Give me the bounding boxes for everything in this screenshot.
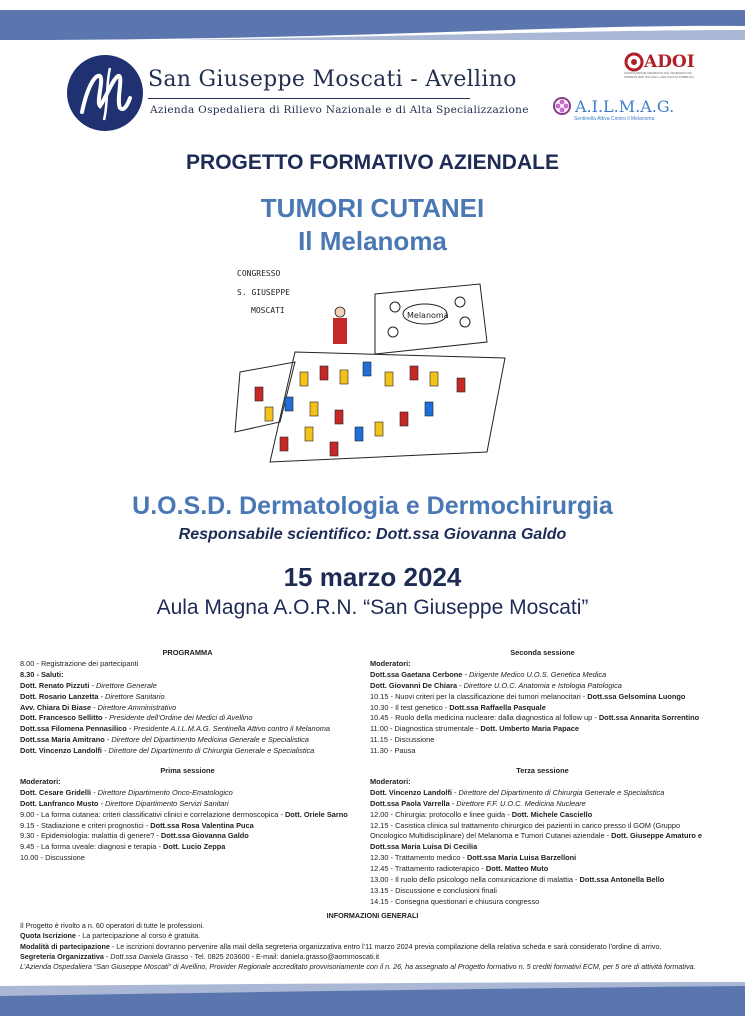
adoi-emblem-icon xyxy=(624,52,644,72)
ailmag-logo xyxy=(552,96,702,122)
moderator-item: Dott. Vincenzo Landolfi - Direttore del Dipartimento di Chirurgia Generale e Specialistica xyxy=(370,787,665,797)
topic-title: TUMORI CUTANEI xyxy=(260,193,485,223)
programma-item: Dott.ssa Filomena Pennasilico - Presidente A.I.L.M.A.G. Sentinella Attivo contro il Melanoma xyxy=(20,724,330,734)
session-item: 12.15 - Casistica clinica sul trattamento chirurgico dei pazienti in carico presso il GOM (Gruppo Oncologico Multidisciplinare) del Melanoma e Tumori Cutanei aziendale - Dott. Giuseppe Amaturo e Dott.ssa Maria Luisa Di Cecilia xyxy=(370,820,703,852)
session-item: 9.45 - La forma uveale: diagnosi e terapia - Dott. Lucio Zeppa xyxy=(20,842,226,852)
session-item: 11.00 - Diagnostica strumentale - Dott. Umberto Maria Papace xyxy=(370,724,579,734)
session-item: 10.15 - Nuovi criteri per la classificazione dei tumori melanocitari - Dott.ssa Gelsomina Luongo xyxy=(370,691,686,701)
session-item: 9.00 - La forma cutanea: criteri classificativi clinici e correlazione dermoscopica - Dott. Oriele Sarno xyxy=(20,809,348,819)
moderator-item: Dott. Lanfranco Musto - Direttore Dipartimento Servizi Sanitari xyxy=(20,798,229,808)
info-target: Il Progetto è rivolto a n. 60 operatori di tutte le professioni. xyxy=(20,921,205,931)
programma-item: Dott. Rosario Lanzetta - Direttore Sanitario xyxy=(20,691,165,701)
session-item: 11.30 - Pausa xyxy=(370,746,416,756)
general-info-section xyxy=(20,911,725,972)
header-divider xyxy=(148,98,470,99)
illustration-sign-line2: S. GIUSEPPE xyxy=(237,288,290,297)
session-item: 14.15 - Consegna questionari e chiusura congresso xyxy=(370,896,540,906)
top-decorative-band xyxy=(0,10,745,40)
prima-sessione-section xyxy=(20,766,355,864)
session-item: 13.15 - Discussione e conclusioni finali xyxy=(370,885,497,895)
seconda-sessione-section xyxy=(370,648,715,757)
event-date: 15 marzo 2024 xyxy=(283,562,462,592)
event-venue: Aula Magna A.O.R.N. “San Giuseppe Moscati” xyxy=(156,596,589,619)
programma-section xyxy=(20,648,355,757)
programma-heading: PROGRAMMA xyxy=(162,648,213,657)
session-item: 10.30 - Il test genetico - Dott.ssa Raffaella Pasquale xyxy=(370,702,546,712)
moderators-label: Moderatori: xyxy=(20,776,61,786)
ailmag-flower-icon xyxy=(552,96,572,116)
unit-title: U.O.S.D. Dermatologia e Dermochirurgia xyxy=(132,492,613,520)
congress-illustration xyxy=(225,262,525,480)
adoi-subtitle: ASSOCIAZIONE DERMATOLOGI-VENEREOLOGI OSPEDALIERI ITALIANI e della SANITÀ PUBBLICA xyxy=(624,71,694,79)
session-item: 12.45 - Trattamento radioterapico - Dott. Matteo Muto xyxy=(370,864,549,874)
programma-item: 8.30 - Saluti: xyxy=(20,669,64,679)
session-item: 9.30 - Epidemiologia: malattia di genere? - Dott.ssa Giovanna Galdo xyxy=(20,831,249,841)
session-item: 10.45 - Ruolo della medicina nucleare: dalla diagnostica al follow up - Dott.ssa Annarita Sorrentino xyxy=(370,713,700,723)
scientific-responsible: Responsabile scientifico: Dott.ssa Giovanna Galdo xyxy=(178,526,567,543)
info-modalita: Modalità di partecipazione - Le iscrizioni dovranno pervenire alla mail della segreteria organizzativa entro l’11 marzo 2024 previa compilazione della relativa scheda e sarà considerato l’ordine di arrivo. xyxy=(20,941,662,951)
moderators-label: Moderatori: xyxy=(370,658,411,668)
moderator-item: Dott.ssa Gaetana Cerbone - Dirigente Medico U.O.S. Genetica Medica xyxy=(370,669,607,679)
programma-item: 8.00 - Registrazione dei partecipanti xyxy=(20,658,139,668)
topic-subtitle: Il Melanoma xyxy=(298,226,447,256)
illustration-sign-line1: CONGRESSO xyxy=(237,269,281,278)
session-item: 11.15 - Discussione xyxy=(370,735,435,745)
moderator-item: Dott. Giovanni De Chiara - Direttore U.O.C. Anatomia e Istologia Patologica xyxy=(370,680,622,690)
session-item: 9.15 - Stadiazione e criteri prognostici - Dott.ssa Rosa Valentina Puca xyxy=(20,820,254,830)
info-quota: Quota Iscrizione - La partecipazione al corso è gratuita. xyxy=(20,931,201,941)
prima-sessione-heading: Prima sessione xyxy=(160,766,215,775)
info-ecm: L’Azienda Ospedaliera “San Giuseppe Moscati” di Avellino, Provider Regionale accreditato provvisoriamente con il n. 26, ha assegnato al Progetto formativo n. 5 crediti formativi ECM, per 5 ore di attività formativa. xyxy=(20,962,696,972)
session-item: 12.30 - Trattamento medico - Dott.ssa Maria Luisa Barzelloni xyxy=(370,853,577,863)
programma-item: Dott. Renato Pizzuti - Direttore Generale xyxy=(20,680,157,690)
session-item: 12.00 - Chirurgia: protocollo e linee guida - Dott. Michele Casciello xyxy=(370,809,593,819)
terza-sessione-heading: Terza sessione xyxy=(516,766,569,775)
hospital-name: San Giuseppe Moscati - Avellino xyxy=(148,67,517,92)
session-item: 13.00 - Il ruolo dello psicologo nella comunicazione di malattia - Dott.ssa Antonella Bello xyxy=(370,875,665,885)
adoi-text: ADOI xyxy=(644,52,695,72)
programma-item: Dott. Francesco Sellitto - Presidente dell’Ordine dei Medici di Avellino xyxy=(20,713,253,723)
adoi-logo xyxy=(624,52,704,79)
moderator-item: Dott. Cesare Gridelli - Direttore Dipartimento Onco-Ematologico xyxy=(20,787,233,797)
general-info-heading: INFORMAZIONI GENERALI xyxy=(326,911,419,920)
illustration-sign-line3: MOSCATI xyxy=(251,306,285,315)
bottom-decorative-band xyxy=(0,982,745,1016)
illustration-board-text: Melanoma xyxy=(407,311,449,320)
info-segreteria: Segreteria Organizzativa - Dott.ssa Daniela Grasso - Tel. 0825 203600 - E-mail: daniela.grasso@aornmoscati.it xyxy=(20,951,380,961)
hospital-logo-icon xyxy=(66,54,144,132)
moderators-label: Moderatori: xyxy=(370,776,411,786)
session-item: 10.00 - Discussione xyxy=(20,853,85,863)
ailmag-subtitle: Sentinella Attiva Contro il Melanoma xyxy=(574,116,655,122)
programma-item: Avv. Chiara Di Biase - Direttore Amministrativo xyxy=(20,702,177,712)
ailmag-text: A.I.L.M.A.G. xyxy=(575,96,675,116)
project-title: PROGETTO FORMATIVO AZIENDALE xyxy=(186,151,559,174)
hospital-subtitle: Azienda Ospedaliera di Rilievo Nazionale e di Alta Specializzazione xyxy=(150,104,529,116)
programma-item: Dott.ssa Maria Amitrano - Direttore del Dipartimento Medicina Generale e Specialistica xyxy=(20,735,309,745)
moderator-item: Dott.ssa Paola Varrella - Direttore F.F. U.O.C. Medicina Nucleare xyxy=(370,798,586,808)
terza-sessione-section xyxy=(370,766,715,908)
seconda-sessione-heading: Seconda sessione xyxy=(510,648,575,657)
programma-item: Dott. Vincenzo Landolfi - Direttore del Dipartimento di Chirurgia Generale e Specialistica xyxy=(20,746,315,756)
